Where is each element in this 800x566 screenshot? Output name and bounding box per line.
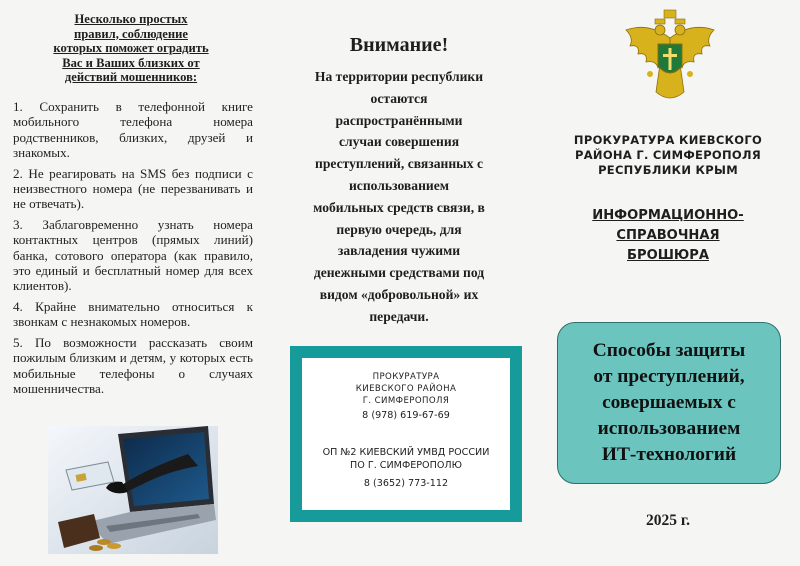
warning-line: распространёнными	[335, 112, 463, 128]
warning-line: случаи совершения	[338, 134, 460, 150]
brochure-line: ИНФОРМАЦИОННО-	[592, 208, 744, 223]
title-line: совершаемых с	[602, 392, 736, 413]
warning-panel	[268, 0, 530, 566]
rules-panel	[0, 0, 262, 566]
warning-line: остаются	[370, 90, 428, 106]
org-line: РАЙОНА Г. СИМФЕРОПОЛЯ	[574, 148, 762, 162]
rule-item-1: 1. Сохранить в телефонной книге мобильного телефона номера родственников, близких, друзей и знакомых.	[13, 99, 253, 161]
hacker-laptop-photo	[48, 426, 218, 554]
contact-dept-phone[interactable]: 8 (3652) 773-112	[363, 478, 449, 489]
title-line: от преступлений,	[593, 366, 745, 387]
contact-dept-line: ОП №2 КИЕВСКИЙ УМВД РОССИИ	[322, 447, 490, 458]
rules-title-line: которых поможет оградить	[53, 41, 209, 55]
brochure-title	[593, 338, 746, 468]
contacts-box	[290, 346, 522, 522]
rules-title	[20, 12, 242, 85]
publication-year: 2025 г.	[645, 512, 691, 529]
warning-line: использованием	[348, 177, 450, 193]
contact-org-line: Г. СИМФЕРОПОЛЯ	[362, 396, 450, 406]
rules-title-line: действий мошенников:	[64, 70, 198, 84]
title-line: ИТ-технологий	[601, 444, 737, 465]
warning-line: преступлений, связанных с	[314, 156, 484, 172]
rule-item-4: 4. Крайне внимательно относиться к звонкам с незнакомых номеров.	[13, 298, 253, 330]
rule-item-3: 3. Заблаговременно узнать номера контактных центров (прямых линий) банка, сотового оператора (как правило, это единый и бесплатный номер для всех клиентов).	[13, 216, 253, 294]
warning-line: первую очередь, для	[336, 221, 462, 237]
prosecutor-office-name	[536, 133, 800, 178]
org-line: ПРОКУРАТУРА КИЕВСКОГО	[573, 133, 763, 147]
warning-line: завладения чужими	[337, 243, 461, 259]
rules-title-line: правил, соблюдение	[74, 26, 188, 41]
contact-org-line: КИЕВСКОГО РАЙОНА	[355, 384, 457, 394]
title-line: Способы защиты	[592, 340, 746, 361]
brochure-line: СПРАВОЧНАЯ	[616, 228, 720, 243]
cover-panel	[536, 0, 800, 566]
rules-list	[13, 99, 253, 401]
contact-org	[302, 371, 510, 407]
warning-line: видом «добровольной» их	[319, 286, 479, 302]
contact-dept-line: ПО Г. СИМФЕРОПОЛЮ	[350, 460, 462, 471]
rules-title-line: Несколько простых	[74, 12, 188, 26]
hacker-hand-stealing-card-icon	[48, 426, 218, 554]
brochure-type	[536, 206, 800, 266]
warning-line: На территории республики	[314, 69, 484, 84]
contact-dept	[302, 446, 510, 472]
contact-org-line: ПРОКУРАТУРА	[372, 372, 440, 382]
warning-line: денежными средствами под	[313, 265, 485, 281]
brochure-title-box	[557, 322, 781, 484]
org-line: РЕСПУБЛИКИ КРЫМ	[598, 163, 738, 177]
warning-line: передачи.	[369, 308, 429, 324]
brochure-line: БРОШЮРА	[627, 248, 709, 263]
rule-item-2: 2. Не реагировать на SMS без подписи с неизвестного номера (не перезванивать и не отвечать).	[13, 165, 253, 212]
rules-title-line: Вас и Ваших близких от	[62, 55, 200, 70]
warning-text	[284, 66, 514, 328]
rule-item-5: 5. По возможности рассказать своим пожилым близким и детям, у которых есть мобильные телефоны о случаях мошенничества.	[13, 334, 253, 396]
title-line: использованием	[597, 418, 741, 439]
attention-heading: Внимание!	[349, 34, 449, 56]
warning-line: мобильных средств связи, в	[313, 199, 485, 215]
contact-org-phone[interactable]: 8 (978) 619-67-69	[362, 410, 450, 421]
prosecutor-emblem-icon	[620, 8, 720, 112]
